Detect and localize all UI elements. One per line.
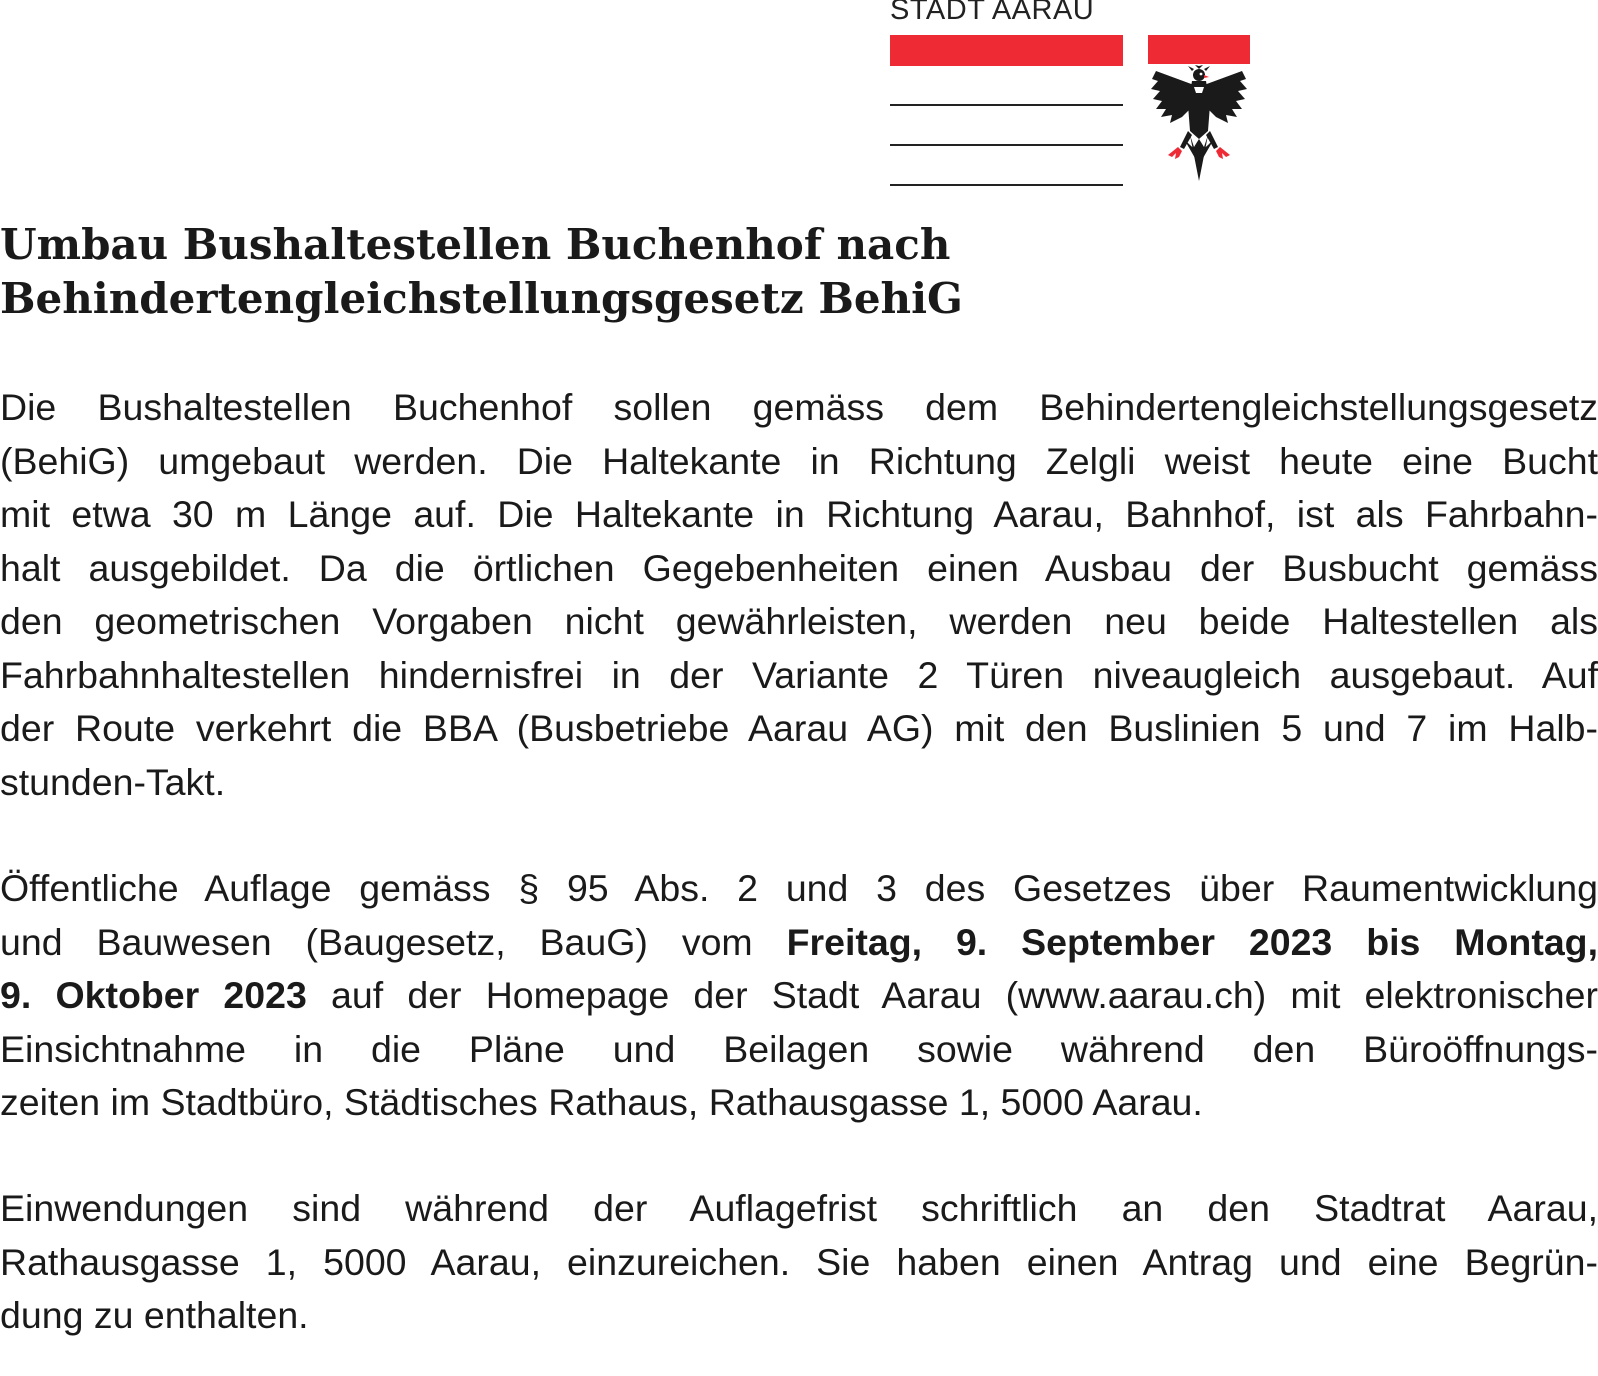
text-line: mit etwa 30 m Länge auf. Die Haltekante in Richtung Aarau, Bahnhof, ist als Fahrbahn- xyxy=(0,493,1598,535)
title-line: Behindertengleichstellungsgesetz BehiG xyxy=(0,274,963,323)
display-period-start: Freitag, 9. September 2023 bis Montag, xyxy=(786,920,1598,963)
page-title xyxy=(0,218,1200,326)
logo-red-bar xyxy=(890,35,1123,66)
logo-title: STADT AARAU xyxy=(890,0,1095,26)
display-period-end: 9. Oktober 2023 xyxy=(0,974,307,1016)
text-line: Die Bushaltestellen Buchenhof sollen gemäss dem Behindertengleichstellungsgesetz xyxy=(0,386,1598,428)
public-display-notice xyxy=(0,862,1598,1130)
text-line: stunden-Takt. xyxy=(0,760,226,803)
logo-line xyxy=(890,184,1123,186)
text-line: den geometrischen Vorgaben nicht gewährleisten, werden neu beide Haltestellen als xyxy=(0,600,1598,642)
text-line: halt ausgebildet. Da die örtlichen Gegebenheiten einen Ausbau der Busbucht gemäss xyxy=(0,546,1598,589)
text-line: Einsichtnahme in die Pläne und Beilagen sowie während den Büroöffnungs- xyxy=(0,1027,1598,1070)
text-line: der Route verkehrt die BBA (Busbetriebe Aarau AG) mit den Buslinien 5 und 7 im Halb- xyxy=(0,707,1598,749)
text-line: (BehiG) umgebaut werden. Die Haltekante in Richtung Zelgli weist heute eine Bucht xyxy=(0,439,1598,482)
text-line: zeiten im Stadtbüro, Städtisches Rathaus, Rathausgasse 1, 5000 Aarau. xyxy=(0,1081,1203,1123)
project-description xyxy=(0,381,1598,809)
text-line: Fahrbahnhaltestellen hindernisfrei in der Variante 2 Türen niveaugleich ausgebaut. Auf xyxy=(0,653,1598,696)
logo-line xyxy=(890,144,1123,146)
text-line: Rathausgasse 1, 5000 Aarau, einzureichen. Sie haben einen Antrag und eine Begrün- xyxy=(0,1240,1598,1283)
objections-notice xyxy=(0,1182,1598,1343)
text-line xyxy=(0,969,1598,1023)
text-line: Einwendungen sind während der Auflagefrist schriftlich an den Stadtrat Aarau, xyxy=(0,1187,1598,1229)
eagle-crest-icon xyxy=(1148,35,1250,181)
title-line: Umbau Bushaltestellen Buchenhof nach xyxy=(0,220,951,269)
text-line: Öffentliche Auflage gemäss § 95 Abs. 2 und 3 des Gesetzes über Raumentwicklung xyxy=(0,867,1598,909)
text-line xyxy=(0,916,1598,970)
logo-line xyxy=(890,104,1123,106)
text-segment: und Bauwesen (Baugesetz, BauG) vom xyxy=(0,920,787,963)
text-line: dung zu enthalten. xyxy=(0,1294,309,1336)
text-segment: auf der Homepage der Stadt Aarau (www.aarau.ch) mit elektronischer xyxy=(306,974,1598,1016)
city-logo xyxy=(890,0,1250,190)
